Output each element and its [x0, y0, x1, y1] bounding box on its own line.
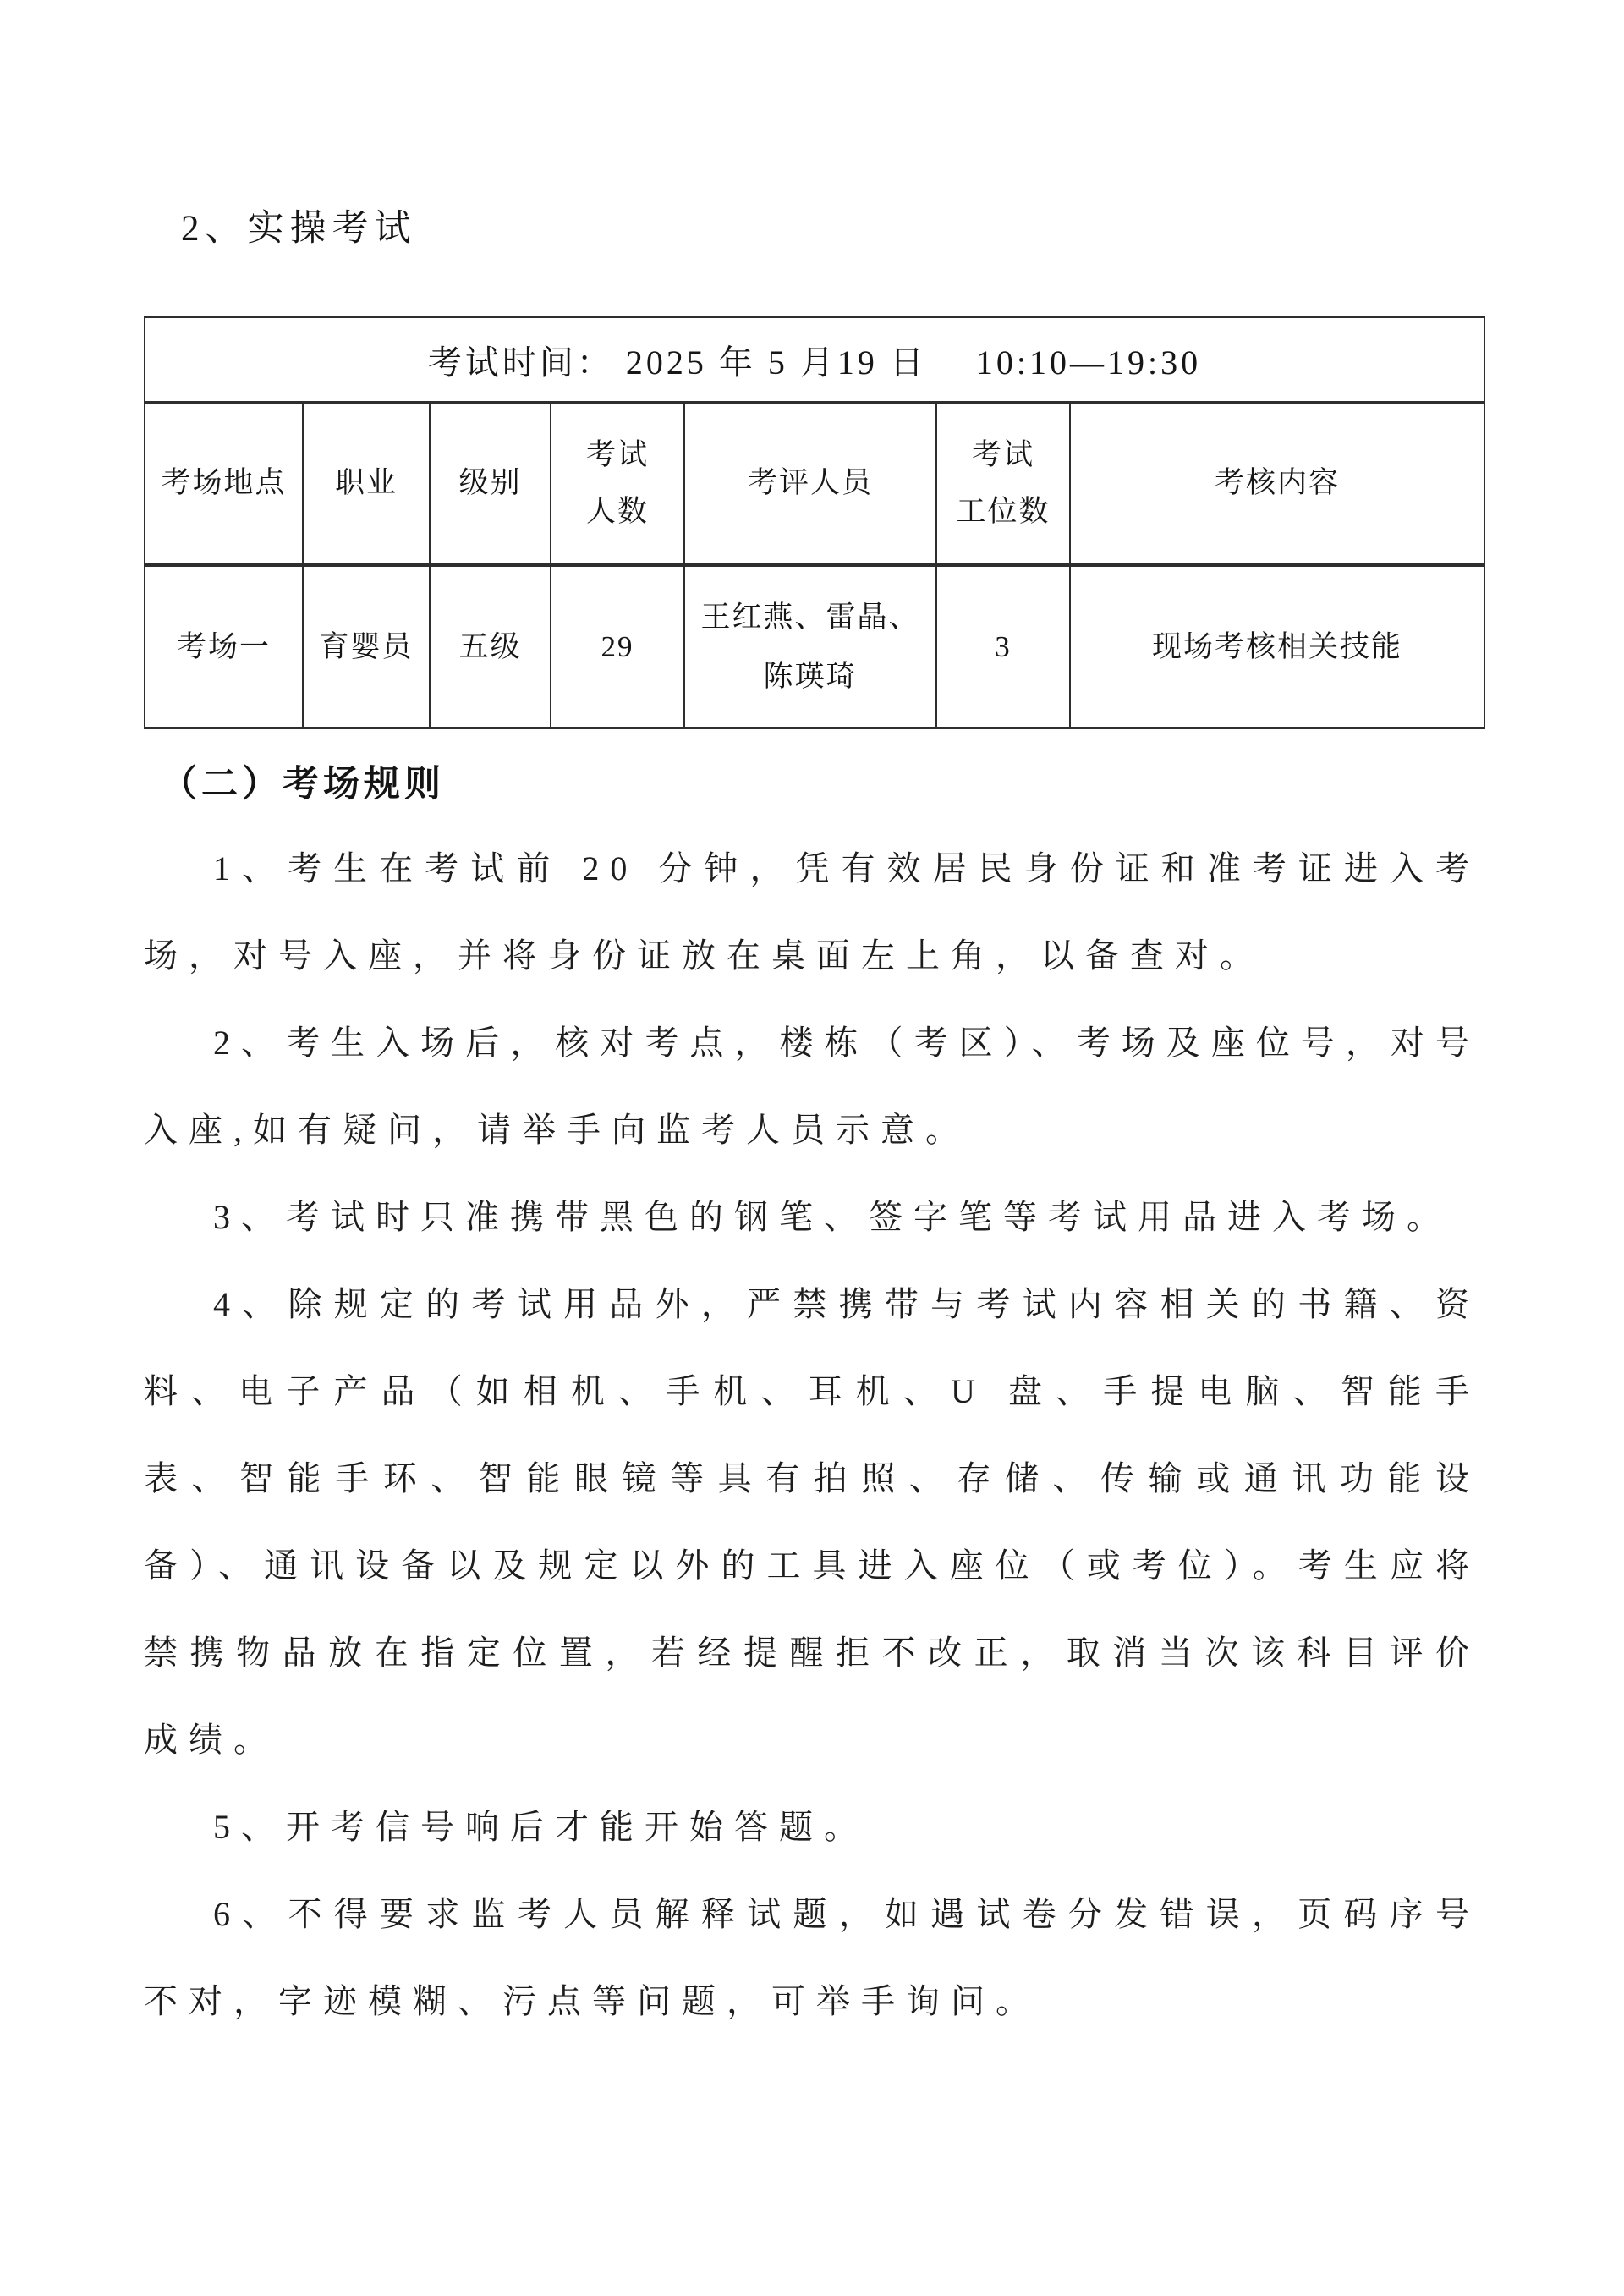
header-cell-candidate-count-line1: 考试: [585, 438, 649, 472]
table-header-row: [145, 402, 1484, 565]
rule-item-6: 6、不得要求监考人员解释试题，如遇试卷分发错误，页码序号不对，字迹模糊、污点等问题，可举手询问。: [144, 1895, 1480, 2021]
header-cell-assessment-content: 考核内容: [1070, 402, 1484, 565]
header-cell-candidate-count: [551, 402, 684, 565]
table-row-exam-time: [145, 317, 1484, 402]
cell-level: 五级: [430, 565, 551, 728]
header-cell-workstation-count-line1: 考试: [971, 438, 1034, 472]
practical-exam-title: 2、实操考试: [181, 209, 417, 249]
header-cell-occupation: 职业: [303, 402, 430, 565]
cell-candidate-count: 29: [551, 565, 684, 728]
rule-item-1: 1、考生在考试前 20 分钟，凭有效居民身份证和准考证进入考场，对号入座，并将身份证放在桌面左上角，以备查对。: [144, 849, 1480, 975]
cell-venue: 考场一: [145, 565, 303, 728]
header-cell-level: 级别: [430, 402, 551, 565]
header-cell-candidate-count-line2: 人数: [585, 494, 649, 528]
cell-examiners: 王红燕、雷晶、陈瑛琦: [684, 565, 936, 728]
exam-room-rules-list: [144, 825, 1480, 2045]
rule-item-5: 5、开考信号响后才能开始答题。: [213, 1808, 869, 1847]
header-cell-workstation-count: [936, 402, 1070, 565]
table-row-venue-1: [145, 565, 1484, 728]
cell-workstation-count: 3: [936, 565, 1070, 728]
exam-room-rules-heading: （二）考场规则: [161, 764, 445, 805]
cell-assessment-content: 现场考核相关技能: [1070, 565, 1484, 728]
practical-exam-table: [144, 316, 1485, 729]
cell-occupation: 育婴员: [303, 565, 430, 728]
header-cell-examiners: 考评人员: [684, 402, 936, 565]
rule-item-4: 4、除规定的考试用品外，严禁携带与考试内容相关的书籍、资料、电子产品（如相机、手机、耳机、U 盘、手提电脑、智能手表、智能手环、智能眼镜等具有拍照、存储、传输或通讯功能设备）、通讯设备以及规定以外的工具进入座位（或考位）。考生应将禁携物品放在指定位置，若经提醒拒不改正，取消当次该科目评价成绩。: [144, 1285, 1480, 1760]
rule-item-3: 3、考试时只准携带黑色的钢笔、签字笔等考试用品进入考场。: [213, 1198, 1451, 1237]
exam-time-cell: 考试时间： 2025 年 5 月19 日 10:10—19:30: [145, 317, 1484, 402]
header-cell-venue: 考场地点: [145, 402, 303, 565]
header-cell-workstation-count-line2: 工位数: [956, 494, 1051, 528]
rule-item-2: 2、考生入场后，核对考点，楼栋（考区）、考场及座位号，对号入座,如有疑问，请举手向监考人员示意。: [144, 1024, 1480, 1150]
